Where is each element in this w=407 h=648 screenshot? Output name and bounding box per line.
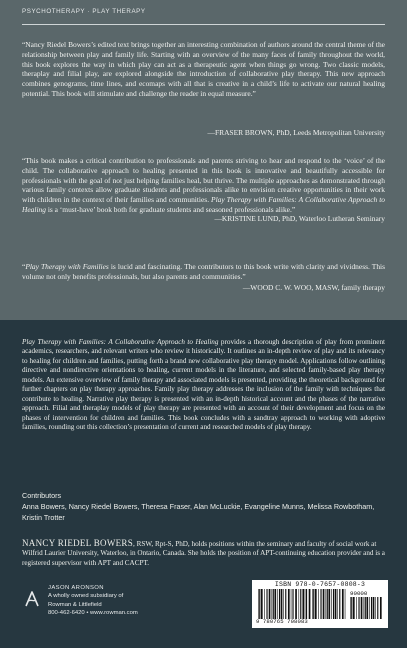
isbn-text: ISBN 978-0-7657-0808-3 (274, 581, 366, 588)
contributors-list: Anna Bowers, Nancy Riedel Bowers, Theresa Fraser, Alan McLuckie, Evangeline Munns, Melissa Rowbotham, Kristin Trotter (22, 502, 375, 522)
book-title: Play Therapy with Families: A Collaborative Approach to Healing (22, 338, 219, 346)
endorsements-panel (0, 0, 407, 320)
publisher-logo-icon (22, 589, 42, 609)
book-description: Play Therapy with Families: A Collaborative Approach to Healing provides a thorough description of play from prominent academics, researchers, and relevant writers who review it historically. It outlines an in-depth review of play and its relevancy to healing for children and families, putting forth a brand new collaborative play therapy model. Applications follow outlining directive and nondirective orientations to healing, current models in the literature, and selected family-based play therapy models. An extensive overview of family therapy and associated models is presented, providing the theoretical background for further chapters on play therapy approaches. Family play therapy addresses the inclusion of the family with techniques that contribute to healing. Narrative play therapy is presented with an in-depth historical account and the phases of the narrative approach. Filial and theraplay models of play therapy are presented with an account of their development and focus on the phases of intervention for children and families. This book concludes with a sandtray approach to working with adoptive families, rounding out this collection’s presentation of current and researched models of play therapy. (22, 338, 385, 432)
book-title-ref: Play Therapy with Families: A Collaborative Approach to Healing (22, 195, 385, 214)
publisher-name: JASON ARONSON (48, 585, 104, 591)
isbn-barcode (252, 580, 388, 628)
contributors-heading: Contributors (22, 491, 62, 500)
book-title-ref: Play Therapy with Families (25, 262, 109, 271)
endorsement-attribution-2: —KRISTINE LUND, PhD, Waterloo Lutheran Seminary (214, 214, 385, 223)
endorsement-attribution-3: —WOOD C. W. WOO, MASW, family therapy (242, 283, 385, 292)
addon-bars (350, 597, 382, 619)
publisher-line-3: 800-462-6420 • www.rowman.com (48, 609, 138, 616)
author-bio: NANCY RIEDEL BOWERS, RSW, Rpt-S, PhD, holds positions within the seminary and faculty of social work at Wilfrid Laurier University, Waterloo, in Ontario, Canada. She holds the position of APT-continuing education provider and is a registered supervisor with APT and CACPT. (22, 538, 385, 567)
top-rule (22, 24, 385, 25)
ean-bars (258, 589, 346, 619)
endorsement-quote-2: “This book makes a critical contribution to professionals and parents striving to hear and respond to the ‘voice’ of the child. The collaborative approach to healing presented in this book is innovative and beautifully accessible for professionals with the goal of not just helping families heal, but thrive. The multiple approaches as demonstrated through various family contexts allow graduate students and professionals alike to envision creative opportunities in their work with children in the context of their families and communities. Play Therapy with Families: A Collaborative Approach to Healing is a ‘must-have’ book both for graduate students and seasoned professionals alike.” (22, 156, 385, 214)
author-name: NANCY RIEDEL BOWERS (22, 538, 134, 548)
price-code: 90000 (350, 590, 368, 597)
publisher-line-2: Rowman & Littlefield (48, 601, 102, 608)
category-label: PSYCHOTHERAPY · PLAY THERAPY (22, 8, 146, 15)
publisher-info (48, 584, 138, 617)
endorsement-quote-3: “Play Therapy with Families is lucid and fascinating. The contributors to this book write with clarity and vividness. This volume not only benefits professionals, but also parents and communities.” (22, 262, 385, 281)
endorsement-attribution-1: —FRASER BROWN, PhD, Leeds Metropolitan University (207, 128, 385, 137)
barcode-digits: 9 780765 708083 (256, 618, 308, 625)
publisher-line-1: A wholly owned subsidiary of (48, 593, 124, 600)
endorsement-quote-1: “Nancy Riedel Bowers’s edited text brings together an interesting combination of authors around the central theme of the relationship between play and family life. Starting with an overview of the many faces of family throughout the world, this book explores the way in which play can act as a therapeutic agent when things go wrong. Two classic models, theraplay and filial play, are explored alongside the introduction of collaborative play therapy. This new approach combines genograms, time lines, and ecomaps with all that is creative in a child’s life to activate our natural healing potential. This book will stimulate and challenge the reader in equal measure.” (22, 40, 385, 98)
